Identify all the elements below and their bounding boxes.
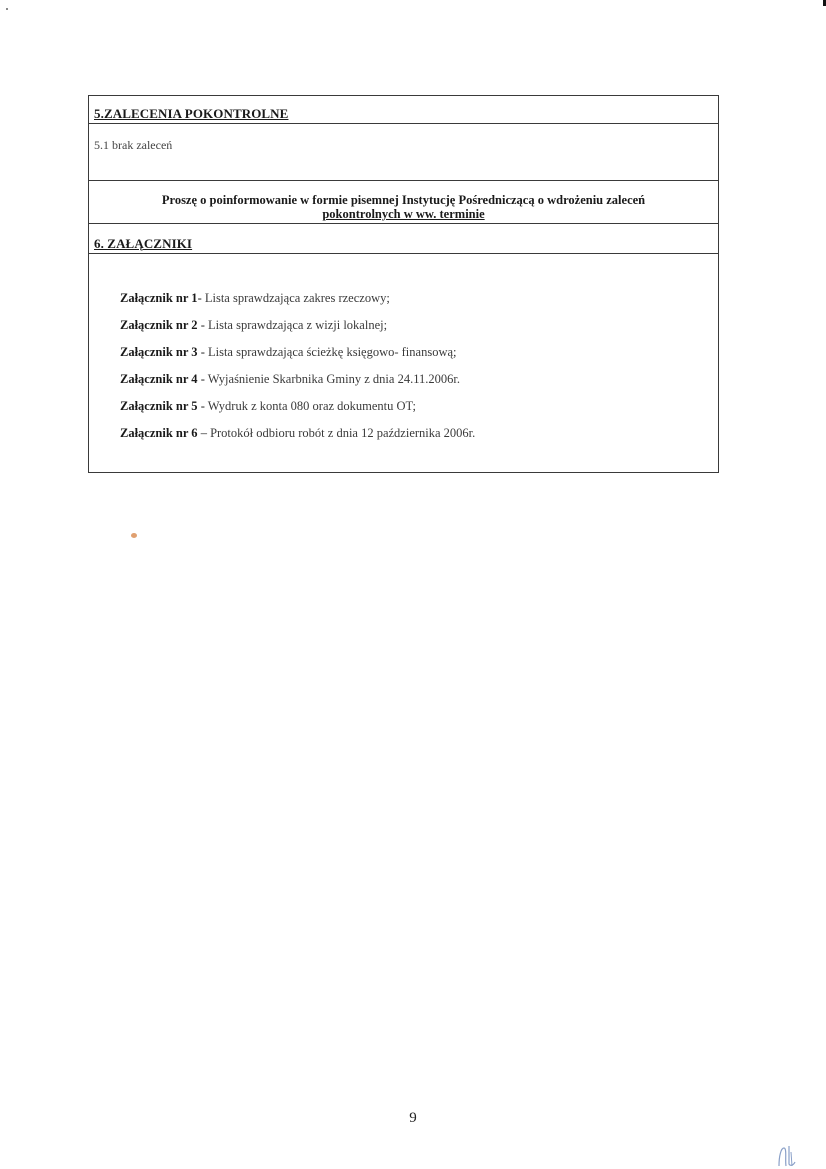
attachment-description: Wydruk z konta 080 oraz dokumentu OT; (207, 399, 416, 413)
attachment-item (120, 372, 475, 399)
attachment-separator: - (197, 318, 208, 332)
scan-speck (6, 8, 8, 10)
attachment-label: Załącznik nr 6 (120, 426, 198, 440)
section5-body (89, 124, 718, 181)
section5-title: 5.ZALECENIA POKONTROLNE (94, 106, 289, 121)
page-number: 9 (409, 1110, 417, 1126)
attachment-label: Załącznik nr 4 (120, 372, 198, 386)
attachment-description: Lista sprawdzająca zakres rzeczowy; (204, 291, 390, 305)
attachment-separator: - (197, 345, 208, 359)
attachment-label: Załącznik nr 5 (120, 399, 198, 413)
handwritten-initials (776, 1142, 800, 1168)
attachment-separator: - (197, 372, 208, 386)
attachment-description: Lista sprawdzająca ścieżkę księgowo- finansową; (207, 345, 457, 359)
attachment-separator: - (197, 399, 208, 413)
section5-text: 5.1 brak zaleceń (94, 138, 173, 152)
attachments-list (120, 291, 475, 453)
request-line-2: pokontrolnych w ww. terminie (322, 207, 485, 221)
section6-title: 6. ZAŁĄCZNIKI (94, 236, 193, 251)
attachment-label: Załącznik nr 1 (120, 291, 198, 305)
report-table (88, 95, 719, 473)
attachment-label: Załącznik nr 2 (120, 318, 198, 332)
attachment-item (120, 399, 475, 426)
attachment-description: Protokół odbioru robót z dnia 12 października 2006r. (210, 426, 476, 440)
attachment-item (120, 345, 475, 372)
section5-header (89, 96, 718, 124)
stray-ink-mark (131, 533, 137, 538)
section6-header (89, 224, 718, 254)
attachment-item (120, 426, 475, 453)
attachment-description: Wyjaśnienie Skarbnika Gminy z dnia 24.11.2006r. (207, 372, 460, 386)
attachment-separator: – (197, 426, 211, 440)
request-line-1: Proszę o poinformowanie w formie pisemnej Instytucję Pośredniczącą o wdrożeniu zaleceń (161, 193, 646, 207)
attachment-separator: - (197, 291, 205, 305)
attachment-item (120, 291, 475, 318)
attachment-label: Załącznik nr 3 (120, 345, 198, 359)
attachment-item (120, 318, 475, 345)
request-notice (89, 181, 718, 224)
attachment-description: Lista sprawdzająca z wizji lokalnej; (207, 318, 388, 332)
